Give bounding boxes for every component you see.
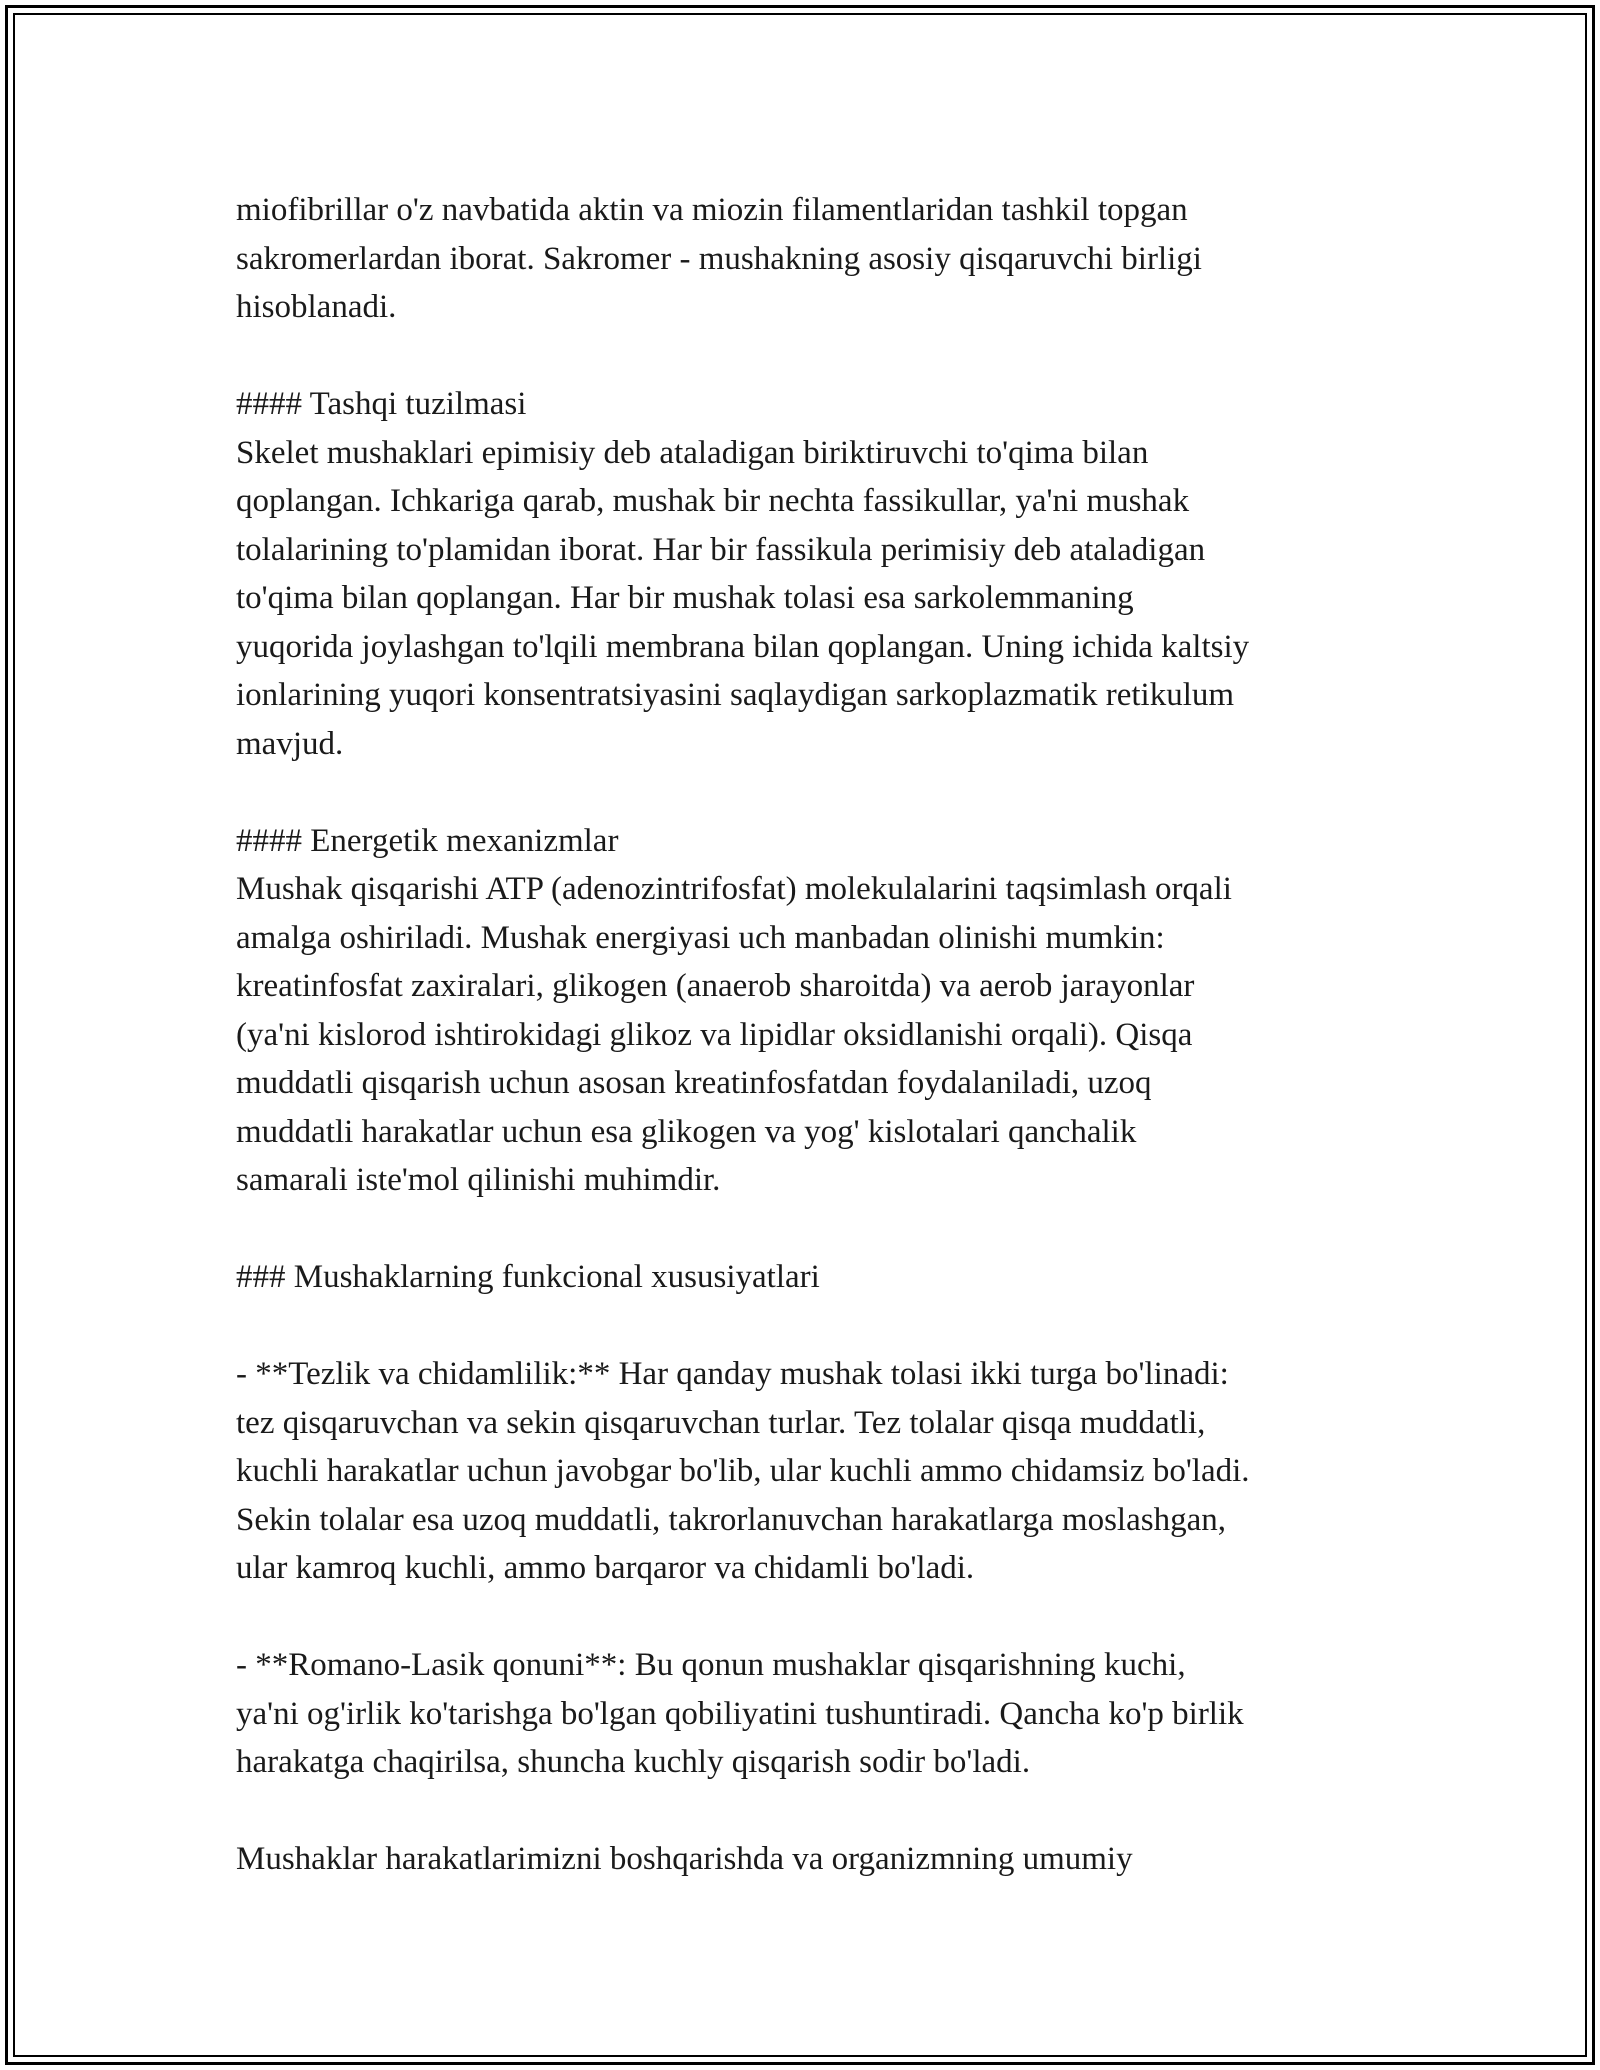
paragraph-gap [236,1302,1366,1351]
text-line: ya'ni og'irlik ko'tarishga bo'lgan qobiliyatini tushuntiradi. Qancha ko'p birlik [236,1695,1244,1732]
section-energetik-mexanizmlar [236,817,1366,1205]
section-heading: ### Mushaklarning funkcional xususiyatlari [236,1259,820,1295]
document-body [236,186,1366,1884]
list-item-romano-lasik [236,1641,1366,1787]
text-line: Skelet mushaklari epimisiy deb ataladigan biriktiruvchi to'qima bilan [236,434,1149,471]
text-line: Sekin tolalar esa uzoq muddatli, takrorlanuvchan harakatlarga moslashgan, [236,1501,1226,1538]
text-line: mavjud. [236,725,344,762]
text-line: ionlarining yuqori konsentratsiyasini saqlaydigan sarkoplazmatik retikulum [236,677,1235,713]
text-line: miofibrillar o'z navbatida aktin va miozin filamentlaridan tashkil topgan [236,192,1188,228]
list-item-tezlik [236,1350,1366,1593]
paragraph-closing [236,1835,1366,1884]
paragraph-gap [236,1593,1366,1642]
text-line: (ya'ni kislorod ishtirokidagi glikoz va lipidlar oksidlanishi orqali). Qisqa [236,1016,1193,1053]
text-line: amalga oshiriladi. Mushak energiyasi uch manbadan olinishi mumkin: [236,919,1165,956]
paragraph-gap [236,768,1366,817]
text-line: - **Romano-Lasik qonuni**: Bu qonun mushaklar qisqarishning kuchi, [236,1647,1186,1683]
text-line: tolalarining to'plamidan iborat. Har bir fassikula perimisiy deb ataladigan [236,531,1206,568]
section-tashqi-tuzilmasi [236,380,1366,768]
text-line: Mushaklar harakatlarimizni boshqarishda va organizmning umumiy [236,1841,1133,1877]
text-line: ular kamroq kuchli, ammo barqaror va chidamli bo'ladi. [236,1550,975,1586]
text-line: Mushak qisqarishi ATP (adenozintrifosfat) molekulalarini taqsimlash orqali [236,871,1232,907]
section-heading: #### Energetik mexanizmlar [236,822,619,859]
text-line: to'qima bilan qoplangan. Har bir mushak tolasi esa sarkolemmaning [236,580,1134,616]
paragraph-gap [236,1205,1366,1254]
text-line: sakromerlardan iborat. Sakromer - mushakning asosiy qisqaruvchi birligi [236,240,1202,277]
text-line: muddatli qisqarish uchun asosan kreatinfosfatdan foydalaniladi, uzoq [236,1065,1152,1101]
paragraph-gap [236,1787,1366,1836]
text-line: qoplangan. Ichkariga qarab, mushak bir nechta fassikullar, ya'ni mushak [236,483,1190,519]
section-heading: #### Tashqi tuzilmasi [236,386,527,422]
text-line: harakatga chaqirilsa, shuncha kuchly qisqarish sodir bo'ladi. [236,1744,1031,1780]
text-line: tez qisqaruvchan va sekin qisqaruvchan turlar. Tez tolalar qisqa muddatli, [236,1404,1206,1441]
text-line: samarali iste'mol qilinishi muhimdir. [236,1162,721,1198]
paragraph-gap [236,332,1366,381]
text-line: muddatli harakatlar uchun esa glikogen va yog' kislotalari qanchalik [236,1113,1137,1150]
text-line: - **Tezlik va chidamlilik:** Har qanday mushak tolasi ikki turga bo'linadi: [236,1356,1229,1392]
paragraph-miofibrillar [236,186,1366,332]
text-line: hisoblanadi. [236,289,397,325]
text-line: yuqorida joylashgan to'lqili membrana bilan qoplangan. Uning ichida kaltsiy [236,628,1250,665]
section-heading-funkcional [236,1253,1366,1302]
text-line: kreatinfosfat zaxiralari, glikogen (anaerob sharoitda) va aerob jarayonlar [236,968,1195,1004]
text-line: kuchli harakatlar uchun javobgar bo'lib, ular kuchli ammo chidamsiz bo'ladi. [236,1453,1250,1489]
